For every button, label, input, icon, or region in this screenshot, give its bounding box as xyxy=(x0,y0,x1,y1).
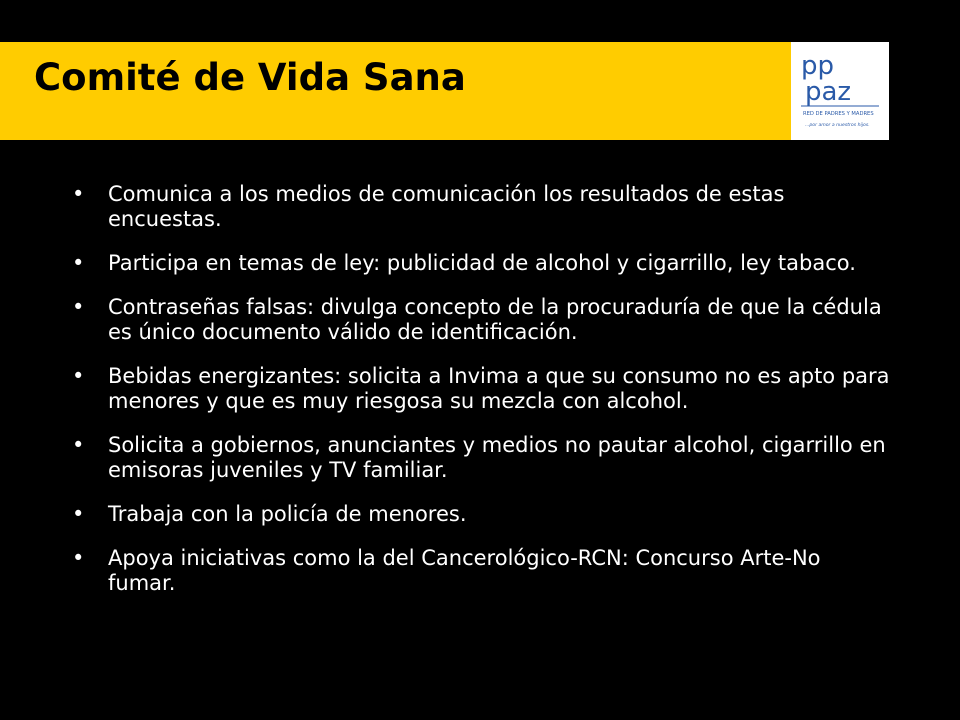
bullet-list xyxy=(70,182,890,615)
bullet-text: Comunica a los medios de comunicación los resultados de estas encuestas. xyxy=(108,182,785,231)
bullet-text: Apoya iniciativas como la del Cancerológico-RCN: Concurso Arte-No fumar. xyxy=(108,546,821,595)
ppfaz-logo-graphic xyxy=(791,42,889,140)
list-item xyxy=(70,502,890,527)
logo-tagline-2: ...por amor a nuestros hijos. xyxy=(805,123,870,128)
bullet-icon: • xyxy=(72,182,85,206)
logo-tagline-1: RED DE PADRES Y MADRES xyxy=(803,111,874,117)
logo-mark-top: pp xyxy=(801,51,835,81)
bullet-text: Participa en temas de ley: publicidad de alcohol y cigarrillo, ley tabaco. xyxy=(108,251,856,275)
bullet-text: Contraseñas falsas: divulga concepto de la procuraduría de que la cédula es único documento válido de identificación. xyxy=(108,295,882,344)
bullet-icon: • xyxy=(72,433,85,457)
bullet-text: Bebidas energizantes: solicita a Invima a que su consumo no es apto para menores y que es muy riesgosa su mezcla con alcohol. xyxy=(108,364,890,413)
list-item xyxy=(70,295,890,345)
logo-mark-bottom: paz xyxy=(805,77,852,107)
list-item xyxy=(70,364,890,414)
list-item xyxy=(70,433,890,483)
bullet-icon: • xyxy=(72,364,85,388)
bullet-icon: • xyxy=(72,502,85,526)
list-item xyxy=(70,182,890,232)
list-item xyxy=(70,546,890,596)
bullet-icon: • xyxy=(72,251,85,275)
bullet-icon: • xyxy=(72,546,85,570)
slide-title: Comité de Vida Sana xyxy=(34,56,466,99)
list-item xyxy=(70,251,890,276)
bullet-text: Solicita a gobiernos, anunciantes y medios no pautar alcohol, cigarrillo en emisoras juveniles y TV familiar. xyxy=(108,433,886,482)
bullet-icon: • xyxy=(72,295,85,319)
ppfaz-logo xyxy=(791,42,889,140)
bullet-text: Trabaja con la policía de menores. xyxy=(108,502,467,526)
